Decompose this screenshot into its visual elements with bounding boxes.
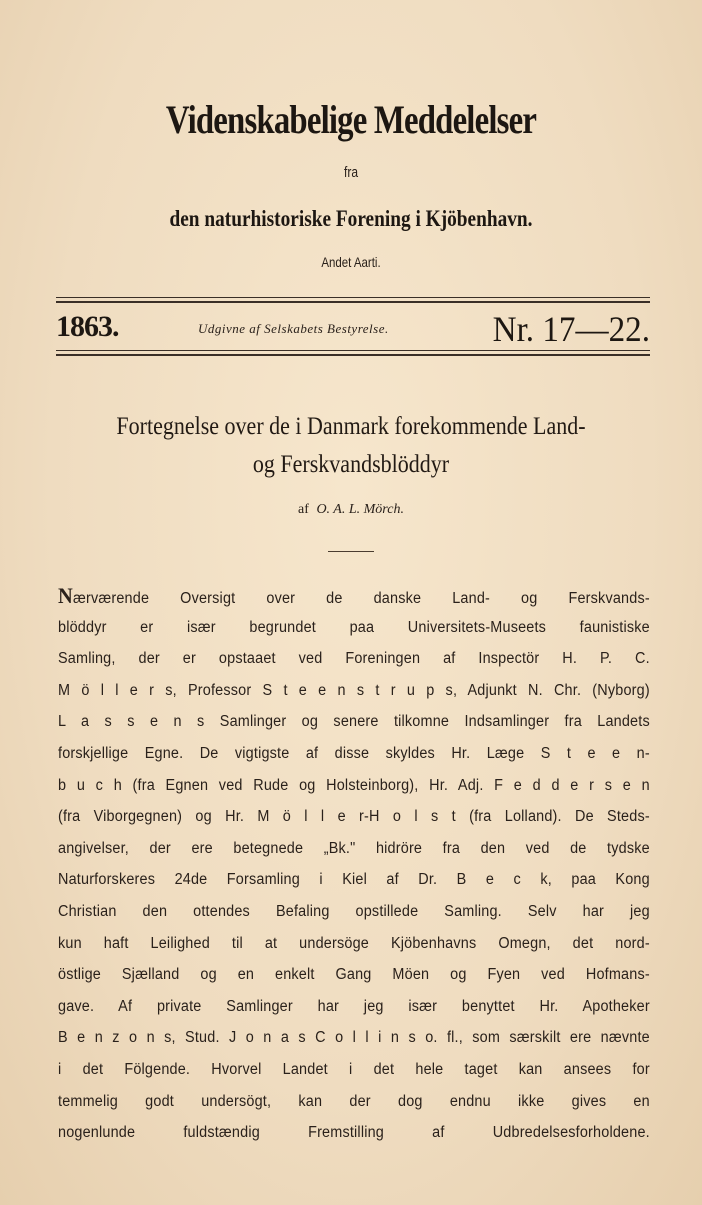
body-line: Samling, der er opstaaet ved Foreningen af Inspectör H. P. C. — [58, 650, 650, 668]
body-line: (fra Viborgegnen) og Hr. M ö l l e r-H o l s t (fra Lolland). De Steds- — [58, 808, 650, 826]
article-body — [58, 580, 650, 1149]
article-title-line-1: Fortegnelse over de i Danmark forekommende Land- — [116, 413, 586, 440]
article-title-line-2: og Ferskvandsblöddyr — [252, 451, 450, 478]
masthead-rule-bottom-thin — [56, 350, 650, 351]
body-line-text: ærværende Oversigt over de danske Land- og Ferskvands- — [72, 590, 650, 607]
body-line: blöddyr er især begrundet paa Universitets-Museets faunistiske — [58, 618, 650, 636]
body-line: gave. Af private Samlinger har jeg især benyttet Hr. Apotheker — [58, 997, 650, 1015]
masthead-issue-number: Nr. 17—22. — [492, 309, 650, 349]
body-line: kun haft Leilighed til at undersöge Kjöbenhavns Omegn, det nord- — [58, 934, 650, 952]
body-line: östlige Sjælland og en enkelt Gang Möen og Fyen ved Hofmans- — [58, 966, 650, 984]
masthead — [56, 306, 650, 348]
body-line: angivelser, der ere betegnede „Bk." hidröre fra den ved de tydske — [58, 839, 650, 857]
body-line: Christian den ottendes Befaling opstillede Samling. Selv har jeg — [58, 902, 650, 920]
year-series: Andet Aarti. — [321, 254, 381, 270]
body-line: b u c h (fra Egnen ved Rude og Holsteinborg), Hr. Adj. F e d d e r s e n — [58, 776, 650, 794]
journal-title: Videnskabelige Meddelelser — [165, 97, 537, 142]
society-name: den naturhistoriske Forening i Kjöbenhavn. — [169, 206, 533, 231]
body-line: M ö l l e r s, Professor S t e e n s t r u p s, Adjunkt N. Chr. (Nyborg) — [58, 681, 650, 699]
body-line: Naturforskeres 24de Forsamling i Kiel af Dr. B e c k, paa Kong — [58, 871, 650, 889]
body-line: temmelig godt undersögt, kan der dog endnu ikke gives en — [58, 1092, 650, 1110]
body-line: nogenlunde fuldstændig Fremstilling af Udbredelsesforholdene. — [58, 1124, 650, 1142]
masthead-rule-top-thin — [56, 297, 650, 298]
masthead-rule-bottom-thick — [56, 354, 650, 356]
body-line: i det Fölgende. Hvorvel Landet i det hele taget kan ansees for — [58, 1060, 650, 1078]
byline-prefix: af — [298, 502, 309, 517]
drop-initial: N — [58, 583, 73, 608]
masthead-publisher: Udgivne af Selskabets Bestyrelse. — [198, 321, 389, 336]
journal-subtitle-fra: fra — [343, 164, 358, 181]
article-title — [40, 408, 662, 484]
byline — [0, 502, 702, 518]
body-line: forskjellige Egne. De vigtigste af disse skyldes Hr. Læge S t e e n- — [58, 744, 650, 762]
masthead-year: 1863. — [56, 310, 119, 343]
body-line — [58, 580, 650, 612]
byline-author: O. A. L. Mörch. — [316, 502, 404, 517]
masthead-rule-top-thick — [56, 301, 650, 303]
section-divider — [328, 551, 374, 552]
body-line: B e n z o n s, Stud. J o n a s C o l l i n s o. fl., som særskilt ere nævnte — [58, 1029, 650, 1047]
body-line: L a s s e n s Samlinger og senere tilkomne Indsamlinger fra Landets — [58, 713, 650, 731]
